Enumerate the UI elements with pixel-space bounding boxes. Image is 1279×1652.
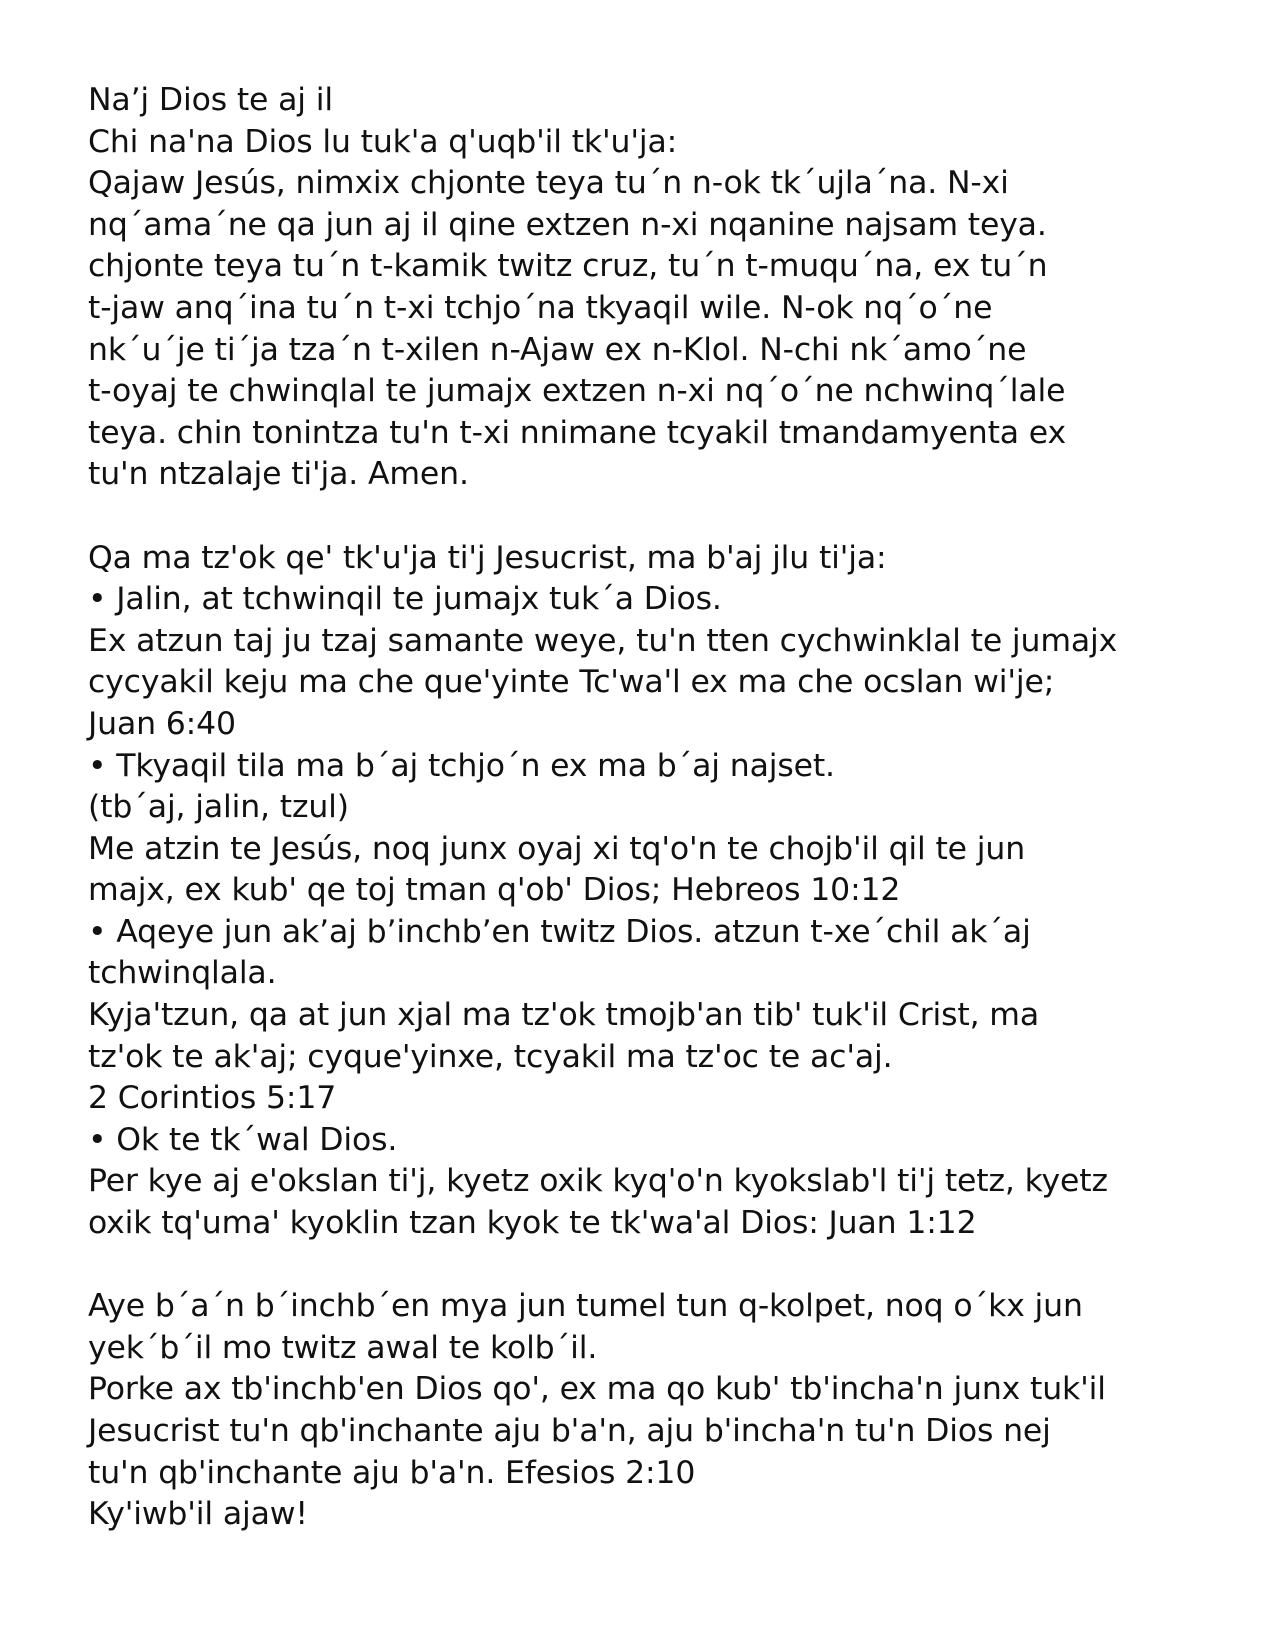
bullet-line: • Aqeye jun ak’aj b’inchb’en twitz Dios. atzun t-xe´chil ak´aj <box>88 913 1031 950</box>
bullet-line: • Ok te tk´wal Dios. <box>88 1121 398 1158</box>
text-line: tu'n qb'inchante aju b'a'n. Efesios 2:10 <box>88 1454 696 1491</box>
bullet-line: • Jalin, at tchwinqil te jumajx tuk´a Dios. <box>88 581 722 618</box>
bullet-line: • Tkyaqil tila ma b´aj tchjo´n ex ma b´aj najset. <box>88 747 835 784</box>
text-line: nk´u´je ti´ja tza´n t-xilen n-Ajaw ex n-Klol. N-chi nk´amo´ne <box>88 331 1027 368</box>
text-line: Kyja'tzun, qa at jun xjal ma tz'ok tmojb'an tib' tuk'il Crist, ma <box>88 997 1039 1034</box>
text-line: Porke ax tb'inchb'en Dios qo', ex ma qo kub' tb'incha'n junx tuk'il <box>88 1371 1106 1408</box>
text-line: Jesucrist tu'n qb'inchante aju b'a'n, aju b'incha'n tu'n Dios nej <box>88 1413 1051 1449</box>
text-line: nq´ama´ne qa jun aj il qine extzen n-xi nqanine najsam teya. <box>88 206 1047 243</box>
closing-line: Ky'iwb'il ajaw! <box>88 1496 308 1533</box>
text-line: chjonte teya tu´n t-kamik twitz cruz, tu´n t-muqu´na, ex tu´n <box>88 248 1048 285</box>
text-line: yek´b´il mo twitz awal te kolb´il. <box>88 1329 598 1366</box>
paragraph-spacer <box>88 496 1238 538</box>
text-line: Me atzin te Jesús, noq junx oyaj xi tq'o'n te chojb'il qil te jun <box>88 830 1026 867</box>
text-line: tu'n ntzalaje ti'ja. Amen. <box>88 456 469 493</box>
text-line: teya. chin tonintza tu'n t-xi nnimane tcyakil tmandamyenta ex <box>88 414 1066 451</box>
text-line: oxik tq'uma' kyoklin tzan kyok te tk'wa'al Dios: Juan 1:12 <box>88 1205 977 1242</box>
text-line: Qajaw Jesús, nimxix chjonte teya tu´n n-ok tk´ujla´na. N-xi <box>88 165 1009 202</box>
document-title: Na’j Dios te aj il <box>88 82 333 118</box>
text-line: Per kye aj e'okslan ti'j, kyetz oxik kyq'o'n kyokslab'l ti'j tetz, kyetz <box>88 1163 1108 1200</box>
text-line: majx, ex kub' qe toj tman q'ob' Dios; Hebreos 10:12 <box>88 872 901 909</box>
text-line: tchwinqlala. <box>88 955 277 992</box>
faith-results-section <box>88 538 1238 1245</box>
text-line: t-oyaj te chwinqlal te jumajx extzen n-xi nq´o´ne nchwinq´lale <box>88 373 1066 410</box>
text-line: cycyakil keju ma che que'yinte Tc'wa'l ex ma che ocslan wi'je; <box>88 664 1055 701</box>
good-works-section <box>88 1286 1238 1536</box>
text-line: (tb´aj, jalin, tzul) <box>88 789 349 826</box>
document-page <box>88 80 1238 1536</box>
scripture-reference: Juan 6:40 <box>88 705 236 742</box>
prayer-section <box>88 80 1238 496</box>
text-line: Qa ma tz'ok qe' tk'u'ja ti'j Jesucrist, ma b'aj jlu ti'ja: <box>88 539 887 576</box>
text-line: Chi na'na Dios lu tuk'a q'uqb'il tk'u'ja: <box>88 123 678 160</box>
paragraph-spacer <box>88 1245 1238 1287</box>
text-line: Ex atzun taj ju tzaj samante weye, tu'n tten cychwinklal te jumajx <box>88 622 1118 659</box>
text-line: t-jaw anq´ina tu´n t-xi tchjo´na tkyaqil wile. N-ok nq´o´ne <box>88 289 993 326</box>
scripture-reference: 2 Corintios 5:17 <box>88 1080 337 1117</box>
text-line: tz'ok te ak'aj; cyque'yinxe, tcyakil ma tz'oc te ac'aj. <box>88 1038 893 1075</box>
text-line: Aye b´a´n b´inchb´en mya jun tumel tun q-kolpet, noq o´kx jun <box>88 1288 1083 1325</box>
